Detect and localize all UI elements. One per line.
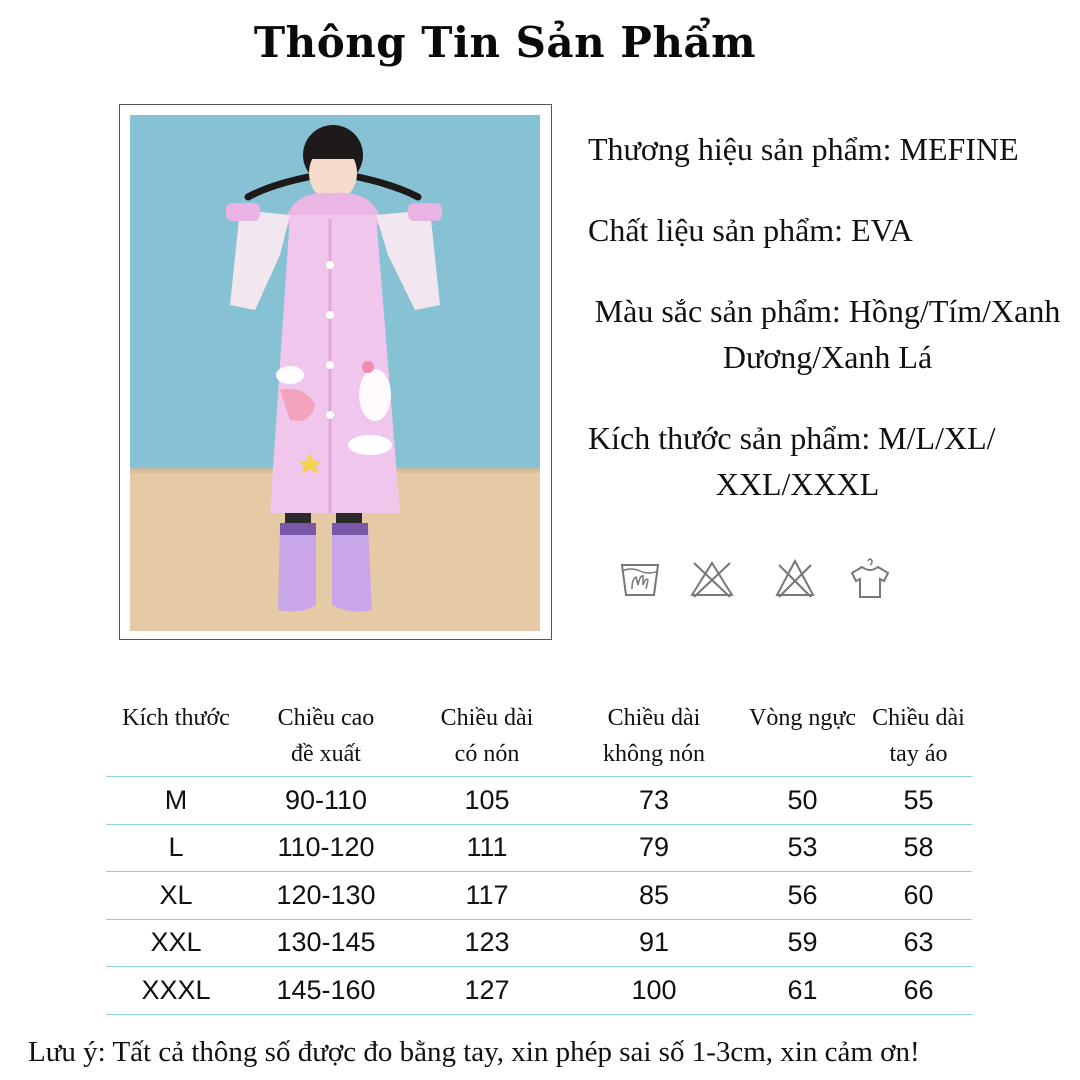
header-recommended-height: Chiều cao đề xuất: [277, 705, 375, 767]
hang-dry-icon: [846, 555, 894, 603]
header-size: Kích thước: [122, 705, 230, 731]
cell-length-no-hood: 100: [568, 967, 740, 1015]
cell-size: L: [106, 824, 246, 872]
cell-height: 145-160: [246, 967, 406, 1015]
page-title: Thông Tin Sản Phẩm: [253, 18, 757, 67]
cell-length-hood: 127: [406, 967, 568, 1015]
cell-size: XXL: [106, 919, 246, 967]
color-info-line2: Dương/Xanh Lá: [722, 339, 933, 375]
cell-length-no-hood: 73: [568, 777, 740, 825]
cell-length-no-hood: 79: [568, 824, 740, 872]
size-chart-table: [106, 700, 972, 1015]
size-info-line1: Kích thước sản phẩm: M/L/XL/: [588, 420, 996, 456]
table-row: [106, 824, 972, 872]
hand-wash-icon: [616, 555, 664, 603]
header-sleeve-length: Chiều dài tay áo: [872, 705, 965, 767]
no-bleach-icon: [771, 555, 819, 603]
header-length-with-hood: Chiều dài có nón: [440, 705, 534, 767]
cell-sleeve: 66: [865, 967, 972, 1015]
cell-chest: 53: [740, 824, 865, 872]
cell-size: XXXL: [106, 967, 246, 1015]
cell-height: 120-130: [246, 872, 406, 920]
cell-chest: 50: [740, 777, 865, 825]
product-photo-frame: [119, 104, 552, 640]
table-row: [106, 872, 972, 920]
cell-sleeve: 60: [865, 872, 972, 920]
cell-length-hood: 123: [406, 919, 568, 967]
child-raincoat-illustration: [130, 115, 540, 631]
header-chest: Vòng ngực: [749, 705, 856, 731]
cell-height: 90-110: [246, 777, 406, 825]
size-info-line2: XXL/XXXL: [715, 466, 880, 502]
cell-chest: 61: [740, 967, 865, 1015]
product-photo: [130, 115, 540, 631]
no-bleach-icon: [688, 555, 736, 603]
care-icons: [616, 555, 896, 605]
cell-size: M: [106, 777, 246, 825]
material-info: Chất liệu sản phẩm: EVA: [588, 212, 913, 248]
cell-chest: 56: [740, 872, 865, 920]
cell-sleeve: 58: [865, 824, 972, 872]
table-row: [106, 777, 972, 825]
table-row: [106, 919, 972, 967]
cell-size: XL: [106, 872, 246, 920]
cell-chest: 59: [740, 919, 865, 967]
cell-length-hood: 111: [406, 824, 568, 872]
cell-length-hood: 117: [406, 872, 568, 920]
measurement-note: Lưu ý: Tất cả thông số được đo bằng tay, xin phép sai số 1-3cm, xin cảm ơn!: [28, 1036, 920, 1068]
cell-height: 110-120: [246, 824, 406, 872]
table-header-row: [106, 700, 972, 777]
cell-sleeve: 55: [865, 777, 972, 825]
cell-length-hood: 105: [406, 777, 568, 825]
cell-length-no-hood: 85: [568, 872, 740, 920]
table-row: [106, 967, 972, 1015]
color-info-line1: Màu sắc sản phẩm: Hồng/Tím/Xanh: [594, 293, 1061, 329]
header-length-without-hood: Chiều dài không nón: [603, 705, 705, 767]
cell-sleeve: 63: [865, 919, 972, 967]
cell-length-no-hood: 91: [568, 919, 740, 967]
brand-info: Thương hiệu sản phẩm: MEFINE: [588, 131, 1019, 167]
cell-height: 130-145: [246, 919, 406, 967]
